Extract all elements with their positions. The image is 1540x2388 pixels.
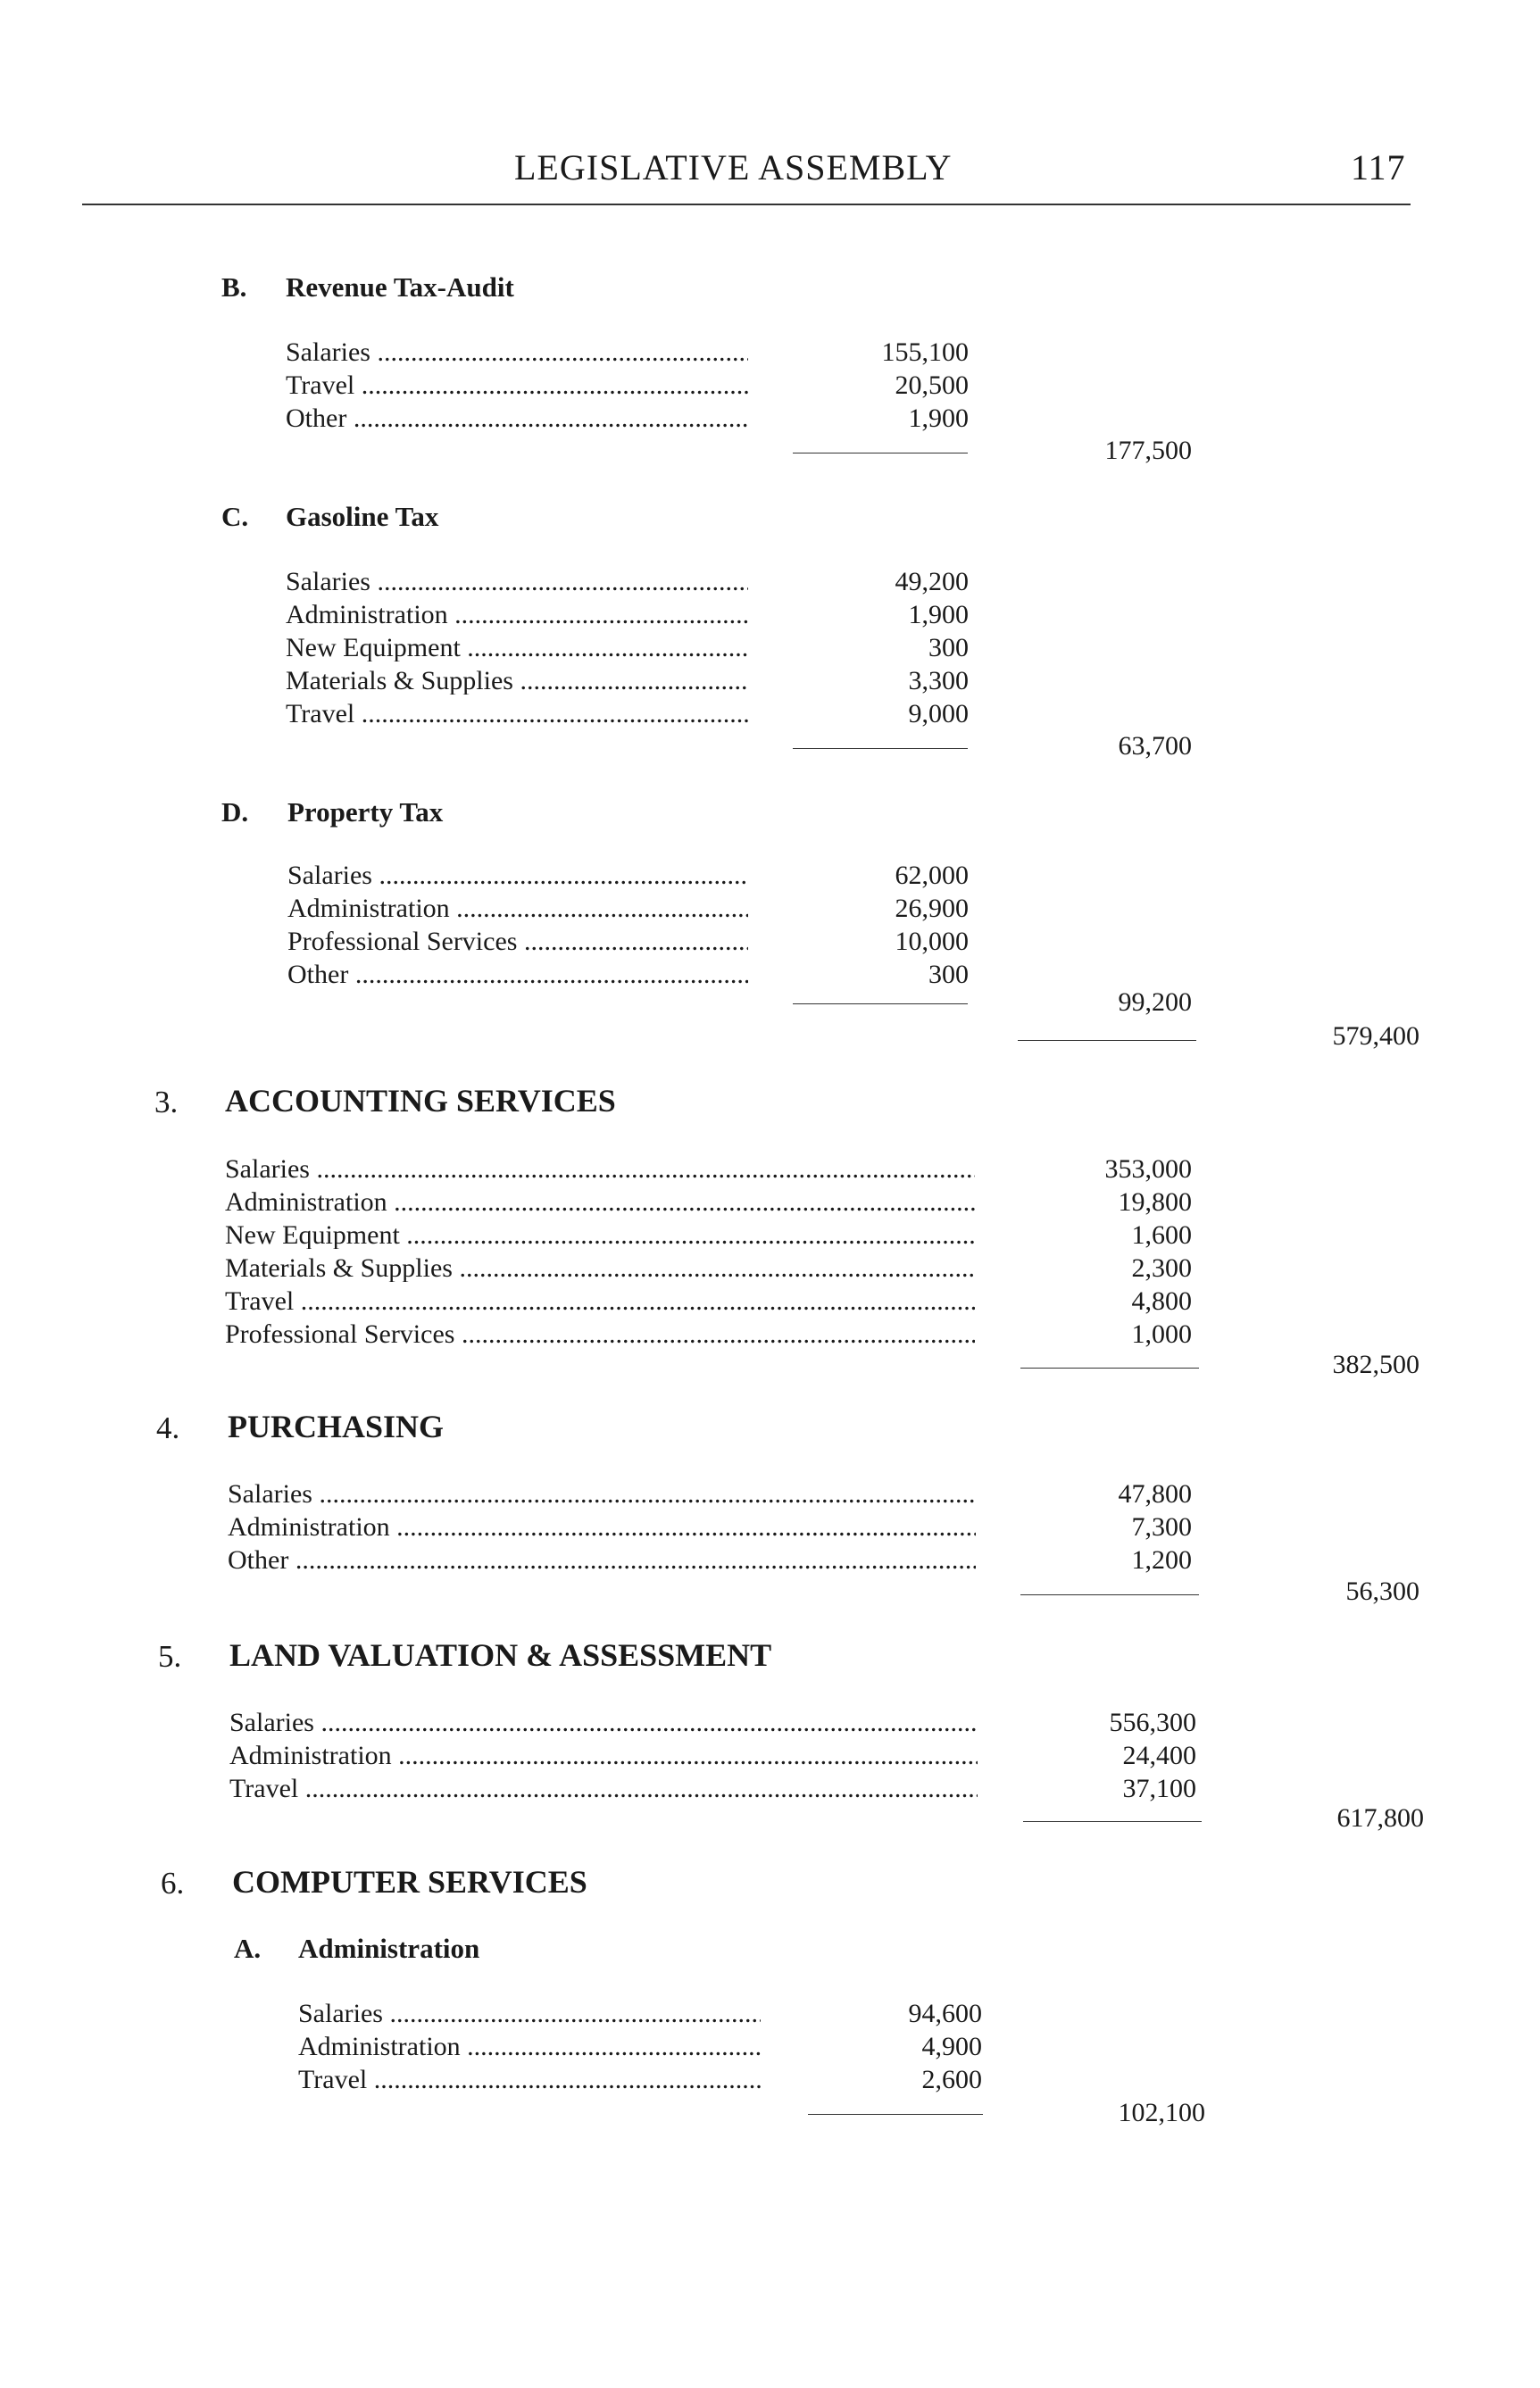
line-item-amount: 7,300 — [1131, 1512, 1192, 1542]
line-item-label: Administration ..... — [287, 895, 748, 922]
line-item-amount: 94,600 — [908, 1999, 982, 2028]
line-item-label: Materials & Supplies ..... — [225, 1255, 975, 1282]
section-title: PURCHASING — [228, 1409, 445, 1444]
section-total: 617,800 — [1336, 1803, 1424, 1833]
line-item-label: Administration ..... — [228, 1514, 976, 1541]
section-total-rule — [1018, 1040, 1196, 1041]
subsection-letter: B. — [221, 271, 247, 303]
line-item-label: Salaries ..... — [225, 1156, 975, 1183]
line-item-label: Travel ..... — [225, 1288, 975, 1315]
section-title: ACCOUNTING SERVICES — [225, 1083, 616, 1119]
line-item-amount: 1,900 — [908, 600, 969, 629]
line-item-amount: 10,000 — [895, 927, 969, 956]
section-total-rule — [1020, 1594, 1199, 1595]
header-rule — [82, 204, 1411, 205]
section-number: 5. — [158, 1639, 182, 1674]
line-item-amount: 4,800 — [1131, 1286, 1192, 1316]
line-item-amount: 37,100 — [1122, 1774, 1196, 1803]
line-item-amount: 1,900 — [908, 404, 969, 433]
header-title: LEGISLATIVE ASSEMBLY — [514, 147, 953, 187]
subsection-letter: C. — [221, 501, 249, 532]
subsection-title: Administration — [298, 1933, 480, 1964]
subsection-title: Revenue Tax-Audit — [286, 271, 514, 303]
line-item-label: Salaries ..... — [286, 339, 748, 366]
line-item-amount: 26,900 — [895, 894, 969, 923]
line-item-label: Administration ..... — [225, 1189, 975, 1216]
line-item-label: Salaries ..... — [298, 2001, 761, 2027]
line-item-label: Salaries ..... — [229, 1710, 978, 1736]
subsection-letter: D. — [221, 796, 249, 828]
line-item-label: Travel ..... — [286, 372, 748, 399]
line-item-amount: 49,200 — [895, 567, 969, 596]
line-item-amount: 4,900 — [921, 2032, 982, 2061]
line-item-label: Administration ..... — [298, 2034, 761, 2060]
line-item-label: Travel ..... — [229, 1776, 978, 1802]
page-number: 117 — [1351, 147, 1406, 187]
section-total: 382,500 — [1332, 1350, 1419, 1379]
line-item-amount: 62,000 — [895, 861, 969, 890]
line-item-label: Salaries ..... — [228, 1481, 976, 1508]
line-item-amount: 300 — [928, 960, 969, 989]
subsection-letter: A. — [234, 1933, 262, 1964]
subsection-title: Property Tax — [287, 796, 444, 828]
section-title: COMPUTER SERVICES — [232, 1864, 587, 1900]
section-number: 6. — [161, 1866, 185, 1901]
line-item-label: Salaries ..... — [286, 569, 748, 595]
section-total: 579,400 — [1332, 1021, 1419, 1051]
section-total-rule — [1023, 1821, 1202, 1822]
line-item-label: Administration ..... — [286, 602, 748, 628]
line-item-label: New Equipment ..... — [286, 635, 748, 661]
line-item-amount: 19,800 — [1118, 1187, 1192, 1217]
line-item-label: Other ..... — [287, 961, 748, 988]
line-item-amount: 155,100 — [881, 337, 969, 367]
section-number: 4. — [156, 1410, 180, 1445]
line-item-amount: 353,000 — [1104, 1154, 1192, 1184]
section-title: LAND VALUATION & ASSESSMENT — [229, 1637, 772, 1673]
subtotal-rule — [808, 2114, 983, 2115]
line-item-label: Professional Services ..... — [225, 1321, 975, 1348]
line-item-amount: 3,300 — [908, 666, 969, 695]
line-item-amount: 1,600 — [1131, 1220, 1192, 1250]
subsection-subtotal: 99,200 — [1118, 987, 1192, 1017]
subtotal-rule — [793, 1003, 968, 1004]
line-item-amount: 300 — [928, 633, 969, 662]
line-item-label: Other ..... — [228, 1547, 976, 1574]
subsection-subtotal: 177,500 — [1104, 436, 1192, 465]
subtotal-rule — [793, 748, 968, 749]
subsection-title: Gasoline Tax — [286, 501, 439, 532]
subsection-subtotal: 102,100 — [1118, 2098, 1205, 2127]
section-total-rule — [1020, 1368, 1199, 1369]
line-item-label: Travel ..... — [286, 701, 748, 728]
line-item-amount: 24,400 — [1122, 1741, 1196, 1770]
line-item-amount: 1,000 — [1131, 1319, 1192, 1349]
line-item-label: Travel ..... — [298, 2067, 761, 2093]
line-item-amount: 2,300 — [1131, 1253, 1192, 1283]
line-item-amount: 20,500 — [895, 370, 969, 400]
section-total: 56,300 — [1345, 1577, 1419, 1606]
line-item-amount: 47,800 — [1118, 1479, 1192, 1509]
line-item-label: Administration ..... — [229, 1743, 978, 1769]
line-item-label: New Equipment ..... — [225, 1222, 975, 1249]
line-item-label: Professional Services ..... — [287, 928, 748, 955]
line-item-amount: 9,000 — [908, 699, 969, 728]
line-item-label: Materials & Supplies ..... — [286, 668, 748, 695]
line-item-label: Other ..... — [286, 405, 748, 432]
line-item-amount: 556,300 — [1109, 1708, 1196, 1737]
subsection-subtotal: 63,700 — [1118, 731, 1192, 761]
line-item-label: Salaries ..... — [287, 862, 748, 889]
section-number: 3. — [154, 1085, 179, 1119]
line-item-amount: 2,600 — [921, 2065, 982, 2094]
line-item-amount: 1,200 — [1131, 1545, 1192, 1575]
